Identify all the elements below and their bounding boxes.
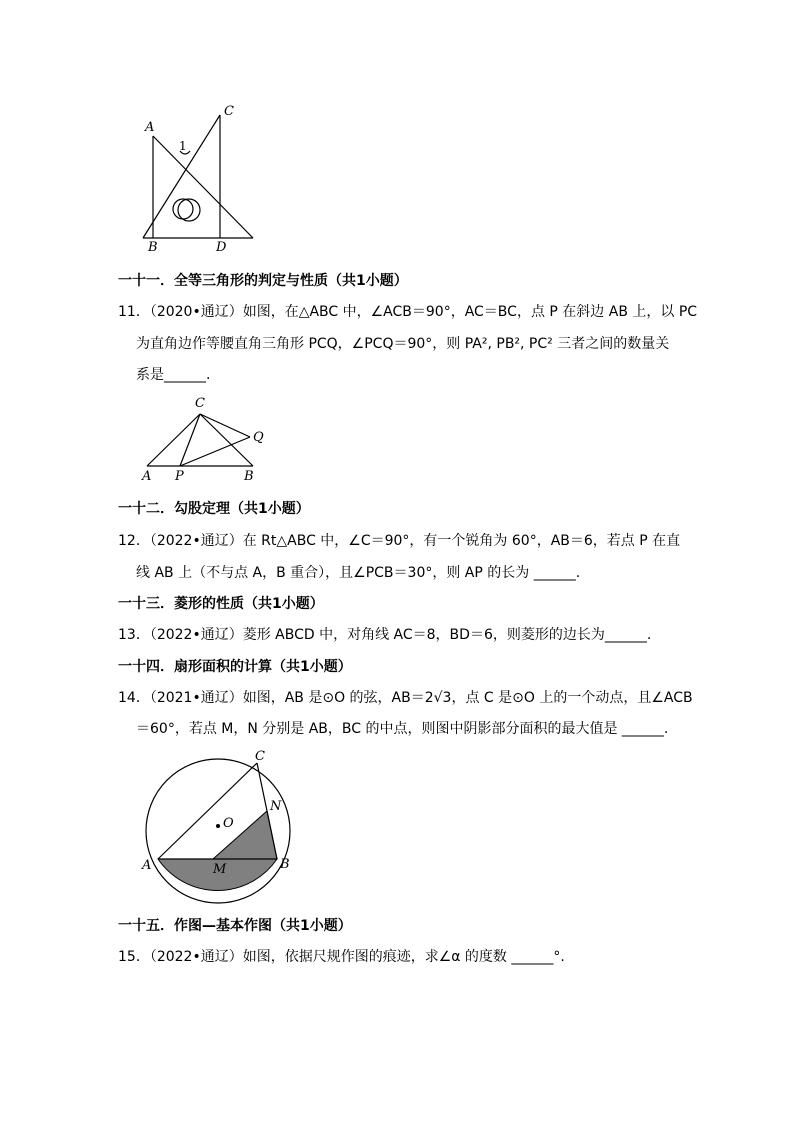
label-P: P bbox=[175, 469, 184, 484]
section-heading-15: 一十五．作图—基本作图（共1小题） bbox=[118, 918, 352, 934]
section-heading-13: 一十三．菱形的性质（共1小题） bbox=[118, 596, 324, 612]
section-heading-12: 一十二．勾股定理（共1小题） bbox=[118, 501, 310, 517]
label-D: D bbox=[216, 240, 227, 255]
section-heading-14: 一十四．扇形面积的计算（共1小题） bbox=[118, 659, 352, 675]
label-C: C bbox=[255, 749, 265, 764]
label-C: C bbox=[224, 104, 234, 119]
question-11-line-3: 系是______. bbox=[136, 367, 211, 383]
question-11-line-1: 11．（2020•通辽）如图，在△ABC 中，∠ACB＝90°，AC＝BC，点 P 在斜边 AB 上，以 PC bbox=[118, 304, 698, 320]
question-12-line-1: 12．（2022•通辽）在 Rt△ABC 中，∠C＝90°，有一个锐角为 60°，AB＝6，若点 P 在直 bbox=[118, 533, 681, 549]
question-13-line-1: 13．（2022•通辽）菱形 ABCD 中，对角线 AC＝8，BD＝6，则菱形的边长为______. bbox=[118, 627, 652, 643]
label-A: A bbox=[142, 469, 152, 484]
question-14-line-1: 14．（2021•通辽）如图，AB 是⊙O 的弦，AB＝2√3，点 C 是⊙O 上的一个动点，且∠ACB bbox=[118, 690, 693, 706]
label-1: 1 bbox=[179, 139, 187, 153]
section-heading-11: 一十一．全等三角形的判定与性质（共1小题） bbox=[118, 273, 408, 289]
label-C: C bbox=[195, 396, 205, 411]
question-11-line-2: 为直角边作等腰直角三角形 PCQ，∠PCQ＝90°，则 PA², PB², PC² 三者之间的数量关 bbox=[136, 336, 670, 352]
label-B: B bbox=[148, 240, 158, 255]
label-A: A bbox=[145, 120, 155, 135]
label-Q: Q bbox=[253, 430, 264, 445]
label-N: N bbox=[270, 799, 282, 814]
label-A: A bbox=[142, 858, 152, 873]
question-15-line-1: 15．（2022•通辽）如图，依据尺规作图的痕迹，求∠α 的度数 ______°. bbox=[118, 949, 565, 965]
question-14-line-2: ＝60°，若点 M，N 分别是 AB，BC 的中点，则图中阴影部分面积的最大值是 ______. bbox=[136, 721, 669, 737]
label-M: M bbox=[213, 862, 227, 877]
label-B: B bbox=[280, 857, 290, 872]
label-O: O bbox=[223, 816, 234, 831]
label-B: B bbox=[244, 469, 254, 484]
question-12-line-2: 线 AB 上（不与点 A，B 重合），且∠PCB＝30°，则 AP 的长为 ______. bbox=[136, 565, 581, 581]
